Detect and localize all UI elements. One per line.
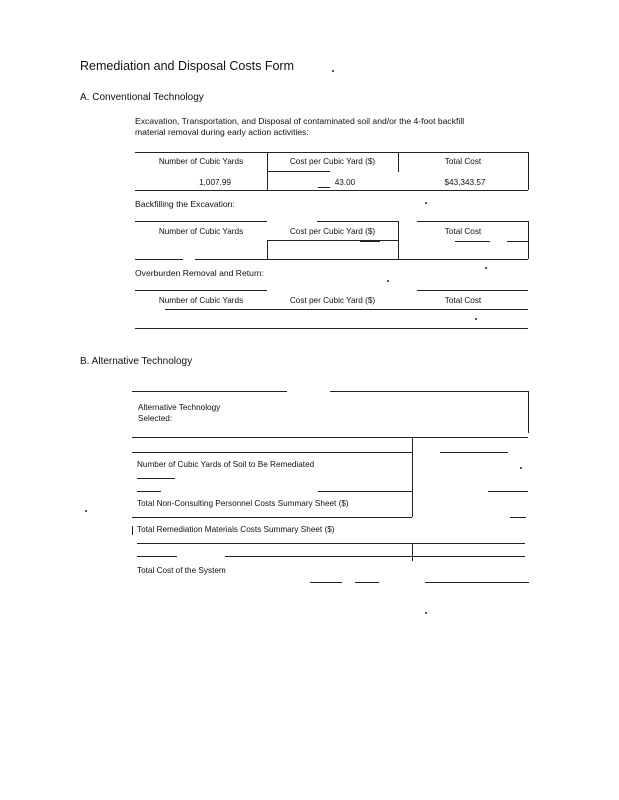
overburden-col-yards: Number of Cubic Yards — [158, 296, 244, 305]
excavation-cost-value: 43.00 — [334, 178, 356, 187]
excavation-col-yards: Number of Cubic Yards — [158, 157, 244, 166]
backfilling-label: Backfilling the Excavation: — [135, 199, 235, 209]
form-title: Remediation and Disposal Costs Form — [80, 59, 294, 73]
overburden-col-cost: Cost per Cubic Yard ($) — [289, 296, 376, 305]
alternative-technology-label: Alternative Technology — [138, 403, 221, 412]
section-b-heading: B. Alternative Technology — [80, 356, 193, 367]
soil-yards-label: Number of Cubic Yards of Soil to Be Remediated — [137, 460, 315, 469]
excavation-yards-value: 1,007.99 — [199, 178, 231, 187]
system-cost-label: Total Cost of the System — [137, 566, 226, 575]
overburden-col-total: Total Cost — [444, 296, 482, 305]
alternative-technology-selected-label: Selected: — [138, 414, 173, 423]
excavation-col-total: Total Cost — [444, 157, 482, 166]
overburden-label: Overburden Removal and Return: — [135, 268, 264, 278]
excavation-description-line2: material removal during early action activities: — [135, 127, 309, 137]
backfilling-col-cost: Cost per Cubic Yard ($) — [289, 227, 376, 236]
excavation-col-cost: Cost per Cubic Yard ($) — [289, 157, 376, 166]
backfilling-col-yards: Number of Cubic Yards — [158, 227, 244, 236]
section-a-heading: A. Conventional Technology — [80, 92, 204, 103]
backfilling-col-total: Total Cost — [444, 227, 482, 236]
excavation-total-value: $43,343.57 — [444, 178, 486, 187]
materials-costs-label: Total Remediation Materials Costs Summary Sheet ($) — [137, 525, 335, 534]
personnel-costs-label: Total Non-Consulting Personnel Costs Summary Sheet ($) — [137, 499, 349, 508]
excavation-description-line1: Excavation, Transportation, and Disposal of contaminated soil and/or the 4-foot backfill — [135, 116, 465, 126]
